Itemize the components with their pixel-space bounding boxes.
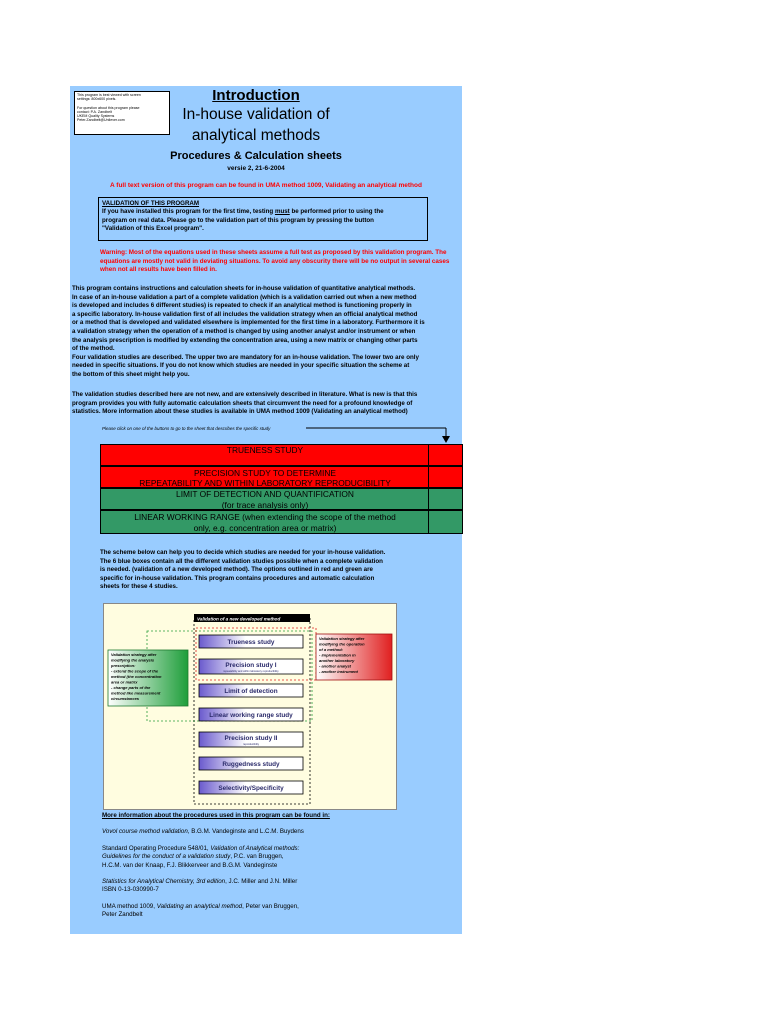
validation-notice-line: program on real data. Please go to the validation part of this program by pressing the button	[102, 216, 374, 224]
reference-title: Validating an analytical method	[156, 902, 243, 910]
contact-line: contact: P.A. Zandbelt	[77, 109, 112, 114]
reference-vovol	[102, 828, 452, 836]
must-emphasis: must	[274, 208, 290, 216]
right-strategy-line: of a method:	[319, 647, 343, 652]
lod-label-line2: (for trace analysis only)	[221, 499, 309, 509]
linear-study-label	[101, 511, 429, 534]
paragraph-line: The validation studies described here are not new, and are extensively described in literature. What is new is that this	[72, 391, 418, 398]
paragraph-line: statistics. More information about these studies is available in UMA method 1009 (Validating an analytical method)	[72, 408, 408, 416]
paragraph-line: The scheme below can help you to decide which studies are needed for your in-house validation.	[100, 549, 386, 556]
right-strategy-line: Validation strategy after	[319, 636, 365, 641]
reference-title: Guidelines for the conduct of a validation study	[102, 853, 231, 861]
left-strategy-line: method (the concentration	[111, 674, 162, 679]
contact-line: Peter.Zandbelt@Unilever.com	[77, 118, 125, 123]
validation-text: be performed prior to using the	[289, 208, 384, 216]
limit-of-detection-button[interactable]	[100, 488, 462, 510]
page-subtitle: Procedures & Calculation sheets	[170, 150, 342, 162]
lod-label-line1: LIMIT OF DETECTION AND QUANTIFICATION	[176, 489, 354, 499]
study-label-trueness: Trueness study	[227, 639, 275, 646]
trueness-study-label: TRUENESS STUDY	[226, 445, 304, 455]
right-strategy-line: modifying the operation	[319, 641, 365, 647]
paragraph-line: In case of an in-house validation a part of a complete validation (which is a validation carried out when a new method	[72, 293, 417, 301]
literature-paragraph	[72, 391, 458, 417]
page-title-line2: analytical methods	[191, 127, 321, 144]
references-section	[102, 812, 452, 928]
validation-text: If you have installed this program for the first time, testing	[102, 208, 275, 216]
diagram-header: Validation of a new developed method	[197, 616, 281, 622]
precision-label-line1: PRECISION STUDY TO DETERMINE	[194, 468, 336, 478]
reference-sop	[102, 845, 452, 870]
contact-line: settings: 800x600 pixels.	[77, 97, 117, 102]
precision-study-select-cell[interactable]	[428, 466, 463, 488]
study-button-panel	[100, 444, 462, 534]
validation-scheme-diagram	[103, 603, 397, 810]
paragraph-line: is developed and includes 6 different studies) is repeated to check if an analytical method is functioning properly in	[72, 302, 412, 310]
reference-isbn: ISBN 0-13-030990-7	[102, 886, 159, 894]
study-label-precision-2: Precision study II	[224, 735, 278, 742]
paragraph-line: This program contains instructions and calculation sheets for in-house validation of quantitative analytical methods.	[72, 285, 416, 292]
worksheet-sheet	[70, 86, 462, 934]
right-strategy-line: - another instrument	[319, 669, 358, 674]
precision-label-line2: REPEATABILITY AND WITHIN LABORATORY REPRODUCIBILITY	[139, 478, 391, 488]
paragraph-line: a specific laboratory. In-house validation first of all includes the validation strategy when an official analytical method	[72, 310, 418, 318]
linear-study-select-cell[interactable]	[428, 510, 463, 534]
buttons-hint: Please click on one of the buttons to go to the sheet that describes the specific study	[102, 426, 271, 431]
reference-prefix: UMA method 1009,	[102, 902, 157, 910]
validation-notice-line: "Validation of this Excel program".	[102, 225, 204, 233]
validation-notice-box	[98, 197, 428, 241]
reference-authors: H.C.M. van der Knaap, F.J. Blikkerveer and B.G.M. Vandeginste	[102, 861, 278, 869]
contact-line: This program is best viewed with screen	[77, 93, 141, 97]
intro-paragraph	[72, 285, 458, 380]
left-strategy-line: Validation strategy after	[111, 652, 157, 657]
linear-working-range-button[interactable]	[100, 510, 462, 534]
left-strategy-line: area or matrix	[111, 679, 138, 685]
paragraph-line: program provides you with fully automatic calculation sheets that circumvent the need for a profound knowledge of	[72, 399, 413, 407]
reference-prefix: Standard Operating Procedure 548/01,	[102, 844, 211, 852]
left-strategy-line: - change parts of the	[111, 685, 151, 690]
study-sub-precision-2: reproducibility	[242, 743, 260, 746]
study-label-lod: Limit of detection	[224, 688, 278, 695]
paragraph-line: the analysis prescription is modified by extending the concentration area, using a new matrix or changing other parts	[72, 336, 418, 344]
left-strategy-line: prescription:	[111, 663, 136, 668]
reference-title: Validation of Analytical methods:	[210, 844, 300, 852]
paragraph-line: the bottom of this sheet might help you.	[72, 370, 190, 378]
paragraph-line: of the method.	[72, 345, 115, 353]
trueness-study-button[interactable]	[100, 444, 462, 466]
linear-label-line2: only, e.g. concentration area or matrix)	[193, 523, 337, 533]
contact-line: UKEM Quality Systems	[77, 114, 115, 119]
paragraph-line: or a method that is developed and validated elsewhere is implemented for the first time in a laboratory. Furthermore it is	[72, 319, 425, 327]
left-strategy-line: modifying the analysis	[111, 657, 155, 663]
right-strategy-line: - another analyst	[319, 663, 352, 669]
validation-notice-heading: VALIDATION OF THIS PROGRAM	[102, 200, 200, 207]
left-strategy-line: - extend the scope of the	[111, 668, 159, 674]
right-strategy-line: - implementation in	[319, 652, 356, 658]
contact-line: For question about this program please	[77, 105, 140, 110]
right-strategy-line: another laboratory	[319, 658, 355, 663]
lod-study-label	[101, 489, 429, 509]
paragraph-line: needed in specific situations. If you do not know which studies are needed in your specific situation the scheme at	[72, 362, 410, 370]
scheme-description	[100, 549, 440, 592]
trueness-study-select-cell[interactable]	[428, 444, 463, 466]
introduction-heading: Introduction	[212, 87, 300, 104]
page-title-line1: In-house validation of	[182, 106, 330, 123]
precision-study-label	[101, 467, 429, 488]
paragraph-line: a validation strategy when the operation of a method is changed by using another analyst and/or instrument or when	[72, 327, 416, 335]
reference-authors: , P.C. van Bruggen,	[230, 853, 284, 861]
reference-statistics	[102, 878, 452, 895]
warning-text: Warning: Most of the equations used in these sheets assume a full test as proposed by this validation program. The equations are mostly not valid in deviating situations. To avoid any obscurity there will be no output in several cases when not all results have been filled in.	[100, 249, 450, 274]
study-label-ruggedness: Ruggedness study	[222, 761, 280, 768]
left-strategy-line: method like measurement	[111, 690, 161, 696]
references-heading: More information about the procedures used in this program can be found in:	[102, 812, 330, 819]
reference-authors: , Peter van Bruggen,	[242, 902, 299, 910]
reference-title: Statistics for Analytical Chemistry, 3rd edition	[102, 878, 226, 886]
study-sub-precision-1: repeatability and within laboratory reproducibility	[223, 670, 279, 673]
reference-authors: , B.G.M. Vandeginste and L.C.M. Buydens	[187, 828, 304, 836]
paragraph-line: specific for in-house validation. This program contains procedures and automatic calculation	[100, 574, 375, 582]
reference-uma	[102, 903, 452, 920]
pointer-arrow-icon	[306, 424, 456, 444]
reference-authors: , J.C. Miller and J.N. Miller	[225, 878, 298, 886]
full-version-note: A full text version of this program can be found in UMA method 1009, Validating an analytical method	[110, 182, 422, 189]
version-label: versie 2, 21-6-2004	[227, 165, 285, 172]
validation-notice-line	[102, 208, 424, 216]
precision-study-button[interactable]	[100, 466, 462, 488]
study-label-selectivity: Selectivity/Specificity	[218, 785, 284, 792]
paragraph-line: sheets for these 4 studies.	[100, 583, 178, 591]
linear-label-line1: LINEAR WORKING RANGE (when extending the scope of the method	[134, 512, 396, 522]
study-label-precision-1: Precision study I	[225, 662, 277, 669]
left-strategy-line: circumstances	[111, 696, 140, 701]
reference-title: Vovol course method validation	[102, 828, 188, 836]
reference-authors: Peter Zandbelt	[102, 911, 143, 919]
paragraph-line: The 6 blue boxes contain all the different validation studies possible when a complete validation	[100, 557, 383, 565]
study-label-linear: Linear working range study	[209, 712, 293, 719]
paragraph-line: is needed. (validation of a new developed method). The options outlined in red and green are	[100, 566, 373, 574]
paragraph-line: Four validation studies are described. The upper two are mandatory for an in-house validation. The lower two are only	[72, 353, 419, 361]
lod-study-select-cell[interactable]	[428, 488, 463, 510]
